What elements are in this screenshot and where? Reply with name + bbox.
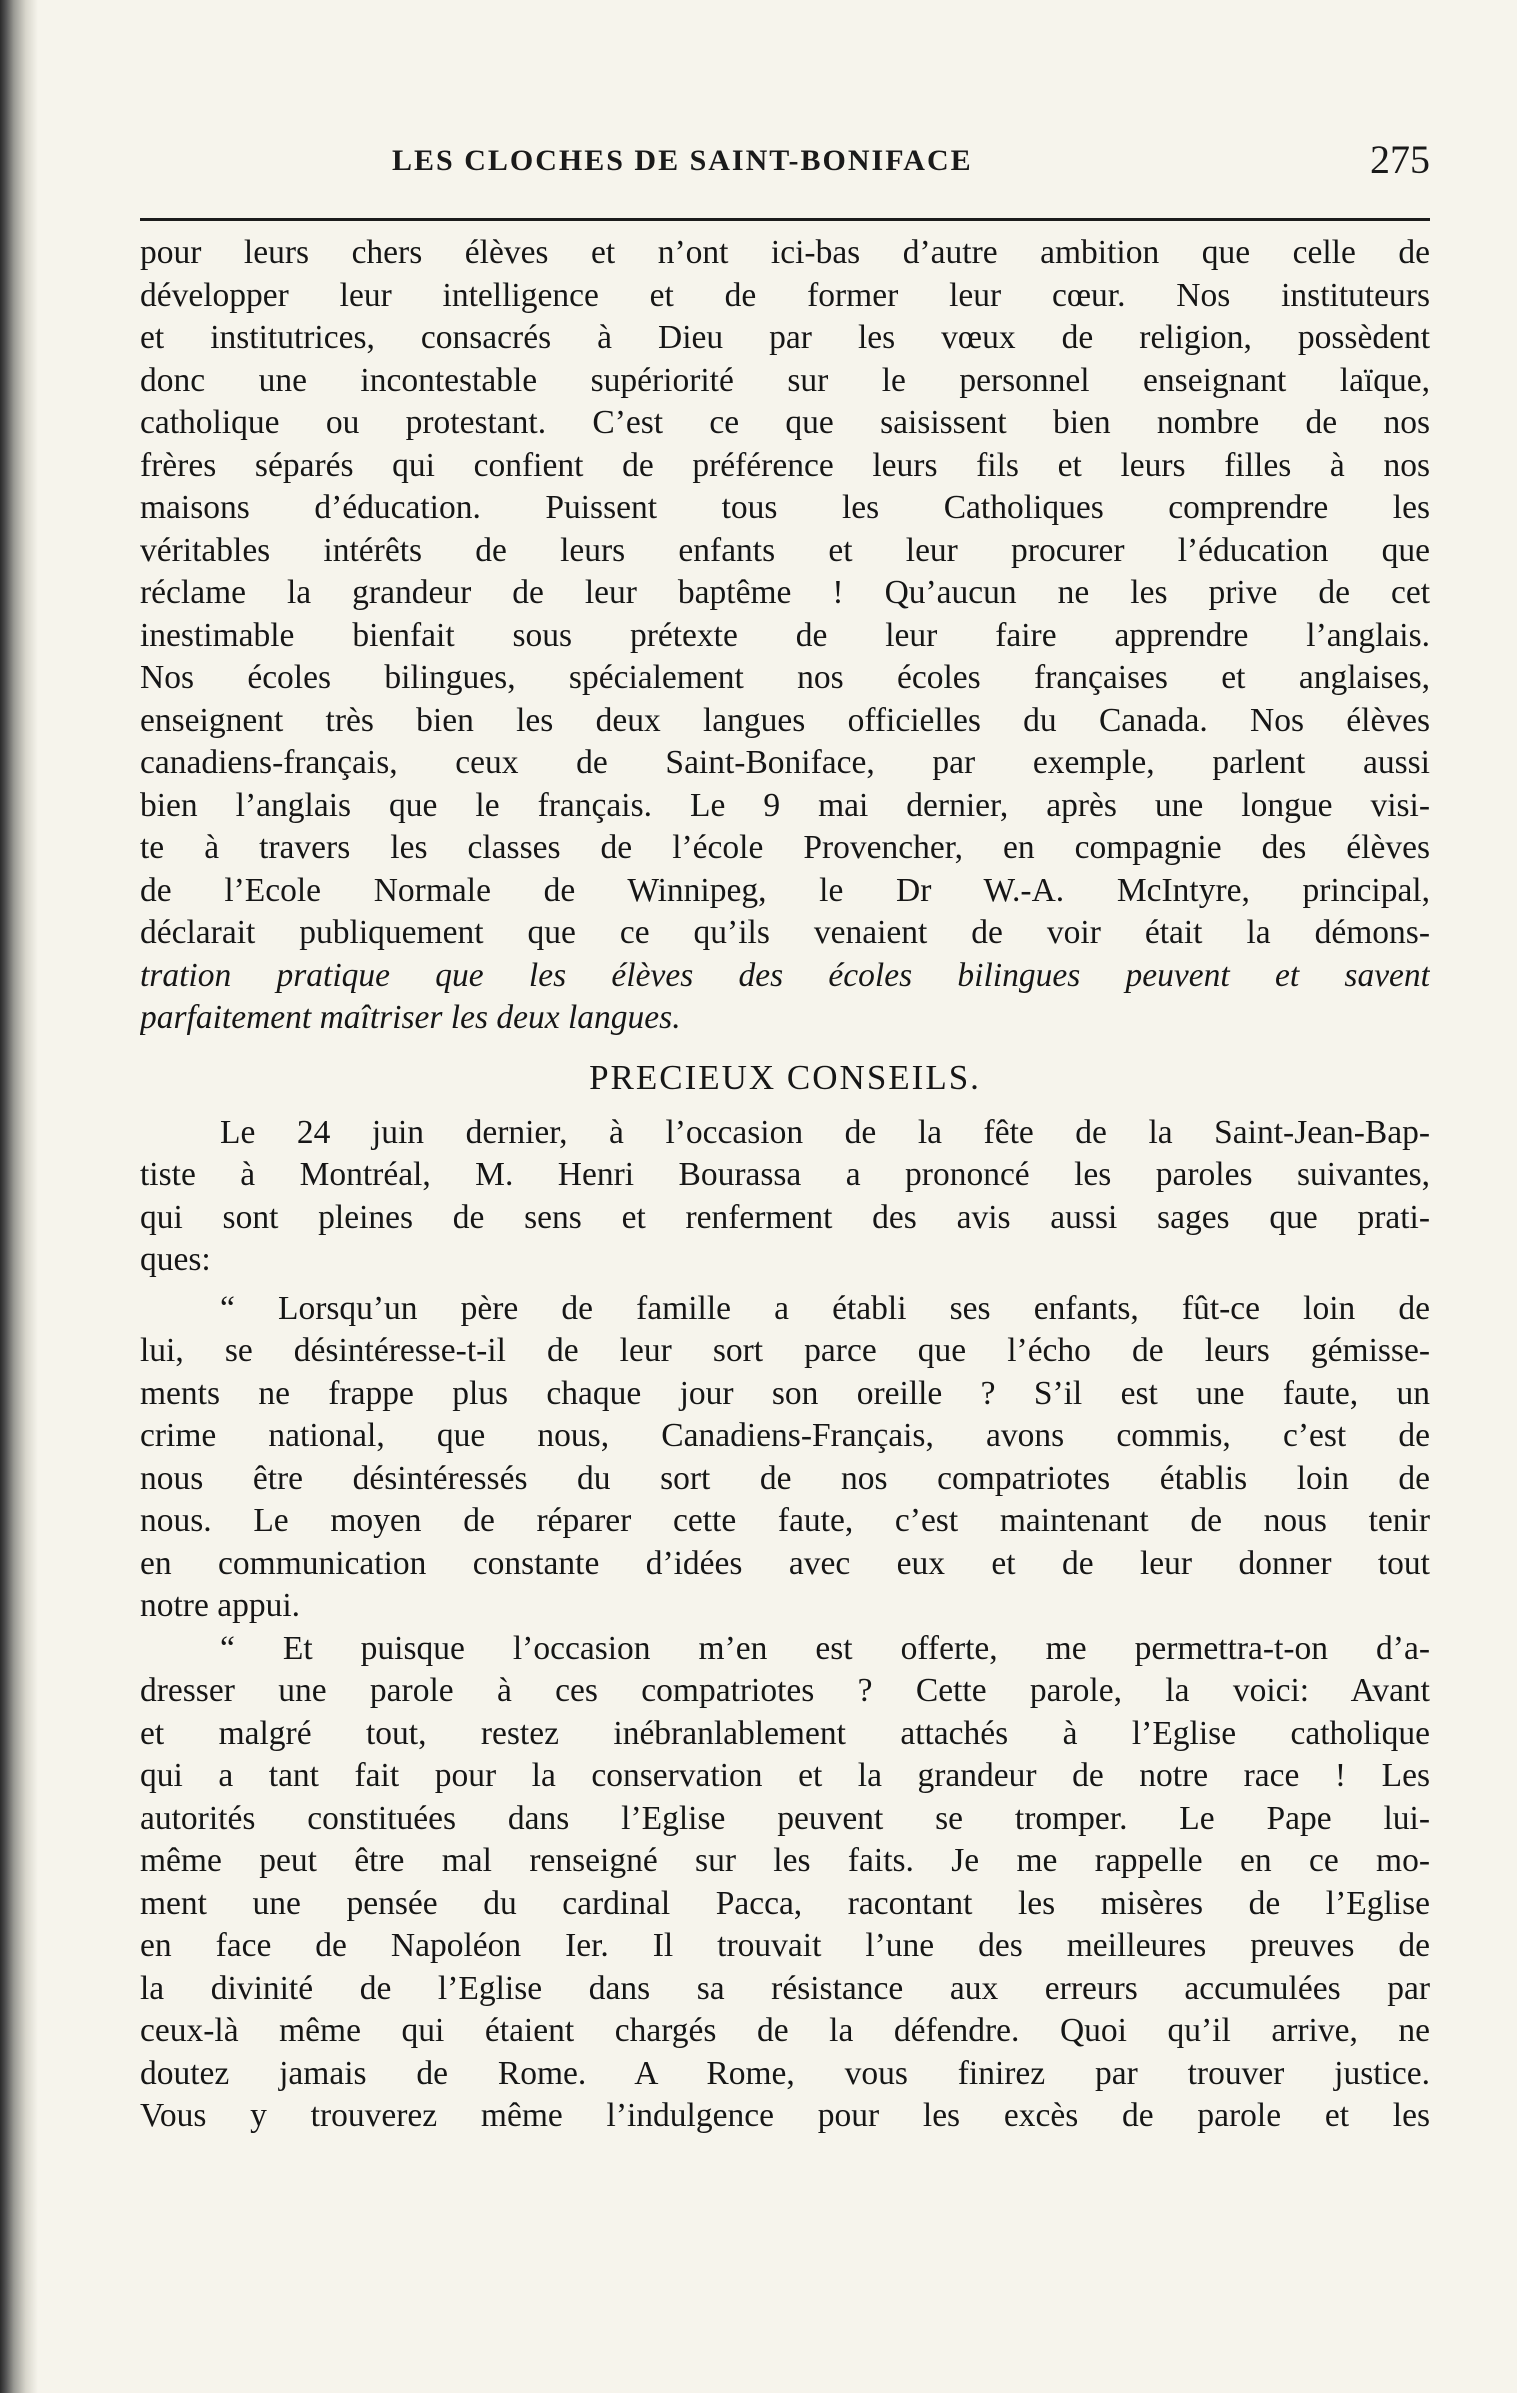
text-line-italic: tration pratique que les élèves des écoles bilingues peuvent et savent — [140, 956, 1430, 994]
text-line: frères séparés qui confient de préférence leurs fils et leurs filles à nos — [140, 446, 1430, 484]
text-line: déclarait publiquement que ce qu’ils venaient de voir était la démons- — [140, 914, 1430, 951]
text-line: Vous y trouverez même l’indulgence pour les excès de parole et les — [140, 2097, 1430, 2134]
text-line: et institutrices, consacrés à Dieu par les vœux de religion, possèdent — [140, 319, 1430, 356]
text-line: nous. Le moyen de réparer cette faute, c’est maintenant de nous tenir — [140, 1502, 1430, 1539]
text-line: de l’Ecole Normale de Winnipeg, le Dr W.-A. McIntyre, principal, — [140, 871, 1430, 909]
page-header — [140, 130, 1430, 190]
text-line: “ Et puisque l’occasion m’en est offerte, me permettra-t-on d’a- — [220, 1629, 1430, 1667]
text-line: Nos écoles bilingues, spécialement nos écoles françaises et anglaises, — [140, 659, 1430, 696]
text-line: nous être désintéressés du sort de nos compatriotes établis loin de — [140, 1459, 1430, 1497]
text-line: bien l’anglais que le français. Le 9 mai dernier, après une longue visi- — [140, 786, 1430, 824]
text-line: ment une pensée du cardinal Pacca, racontant les misères de l’Eglise — [140, 1884, 1430, 1922]
text-line: véritables intérêts de leurs enfants et leur procurer l’éducation que — [140, 531, 1430, 569]
text-line: ceux-là même qui étaient chargés de la défendre. Quoi qu’il arrive, ne — [140, 2012, 1430, 2049]
text-line: tiste à Montréal, M. Henri Bourassa a prononcé les paroles suivantes, — [140, 1156, 1430, 1193]
paragraph — [140, 1112, 1430, 1282]
text-line: inestimable bienfait sous prétexte de leur faire apprendre l’anglais. — [140, 616, 1430, 654]
text-line: enseignent très bien les deux langues officielles du Canada. Nos élèves — [140, 701, 1430, 739]
binding-shadow — [0, 0, 38, 2393]
text-line: maisons d’éducation. Puissent tous les Catholiques comprendre les — [140, 489, 1430, 526]
text-line: Le 24 juin dernier, à l’occasion de la fête de la Saint-Jean-Bap- — [220, 1113, 1430, 1151]
text-line: notre appui. — [140, 1587, 301, 1624]
text-line: réclame la grandeur de leur baptême ! Qu’aucun ne les prive de cet — [140, 574, 1430, 611]
text-line: catholique ou protestant. C’est ce que saisissent bien nombre de nos — [140, 404, 1430, 441]
text-line: développer leur intelligence et de former leur cœur. Nos instituteurs — [140, 276, 1430, 314]
text-line: et malgré tout, restez inébranlablement attachés à l’Eglise catholique — [140, 1714, 1430, 1752]
text-line: en face de Napoléon Ier. Il trouvait l’une des meilleures preuves de — [140, 1927, 1430, 1964]
text-line-italic: parfaitement maîtriser les deux langues. — [140, 999, 681, 1036]
text-line: lui, se désintéresse-t-il de leur sort parce que l’écho de leurs gémisse- — [140, 1332, 1430, 1369]
text-line: la divinité de l’Eglise dans sa résistance aux erreurs accumulées par — [140, 1969, 1430, 2007]
paragraph — [140, 232, 1430, 1040]
page-number: 275 — [1370, 137, 1430, 182]
text-line: donc une incontestable supériorité sur le personnel enseignant laïque, — [140, 361, 1430, 399]
body-text — [140, 232, 1430, 2138]
text-line: ments ne frappe plus chaque jour son oreille ? S’il est une faute, un — [140, 1374, 1430, 1412]
section-heading: PRECIEUX CONSEILS. — [589, 1057, 981, 1097]
text-line: crime national, que nous, Canadiens-Français, avons commis, c’est de — [140, 1417, 1430, 1454]
text-line: en communication constante d’idées avec eux et de leur donner tout — [140, 1544, 1430, 1582]
text-line: même peut être mal renseigné sur les faits. Je me rappelle en ce mo- — [140, 1842, 1430, 1879]
text-line: dresser une parole à ces compatriotes ? Cette parole, la voici: Avant — [140, 1672, 1430, 1709]
paragraph — [140, 1628, 1430, 2138]
text-line: canadiens-français, ceux de Saint-Boniface, par exemple, parlent aussi — [140, 744, 1430, 781]
text-line: qui a tant fait pour la conservation et la grandeur de notre race ! Les — [140, 1757, 1430, 1794]
text-line: pour leurs chers élèves et n’ont ici-bas d’autre ambition que celle de — [140, 234, 1430, 271]
text-line: qui sont pleines de sens et renferment des avis aussi sages que prati- — [140, 1198, 1430, 1236]
paragraph — [140, 1288, 1430, 1628]
text-line: ques: — [140, 1241, 211, 1278]
header-rule — [140, 218, 1430, 221]
running-title: LES CLOCHES DE SAINT-BONIFACE — [392, 144, 973, 177]
text-line: autorités constituées dans l’Eglise peuvent se tromper. Le Pape lui- — [140, 1799, 1430, 1837]
text-line: te à travers les classes de l’école Provencher, en compagnie des élèves — [140, 829, 1430, 866]
text-line: doutez jamais de Rome. A Rome, vous finirez par trouver justice. — [140, 2054, 1430, 2092]
text-line: “ Lorsqu’un père de famille a établi ses enfants, fût-ce loin de — [220, 1289, 1430, 1327]
